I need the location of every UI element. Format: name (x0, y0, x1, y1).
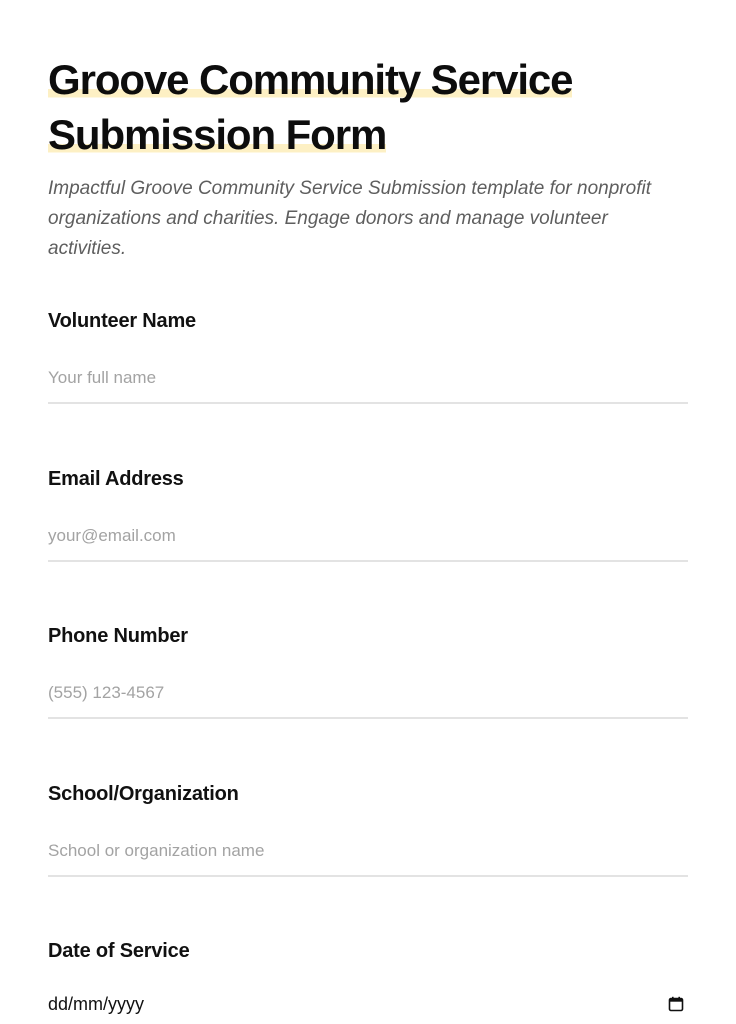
organization-input[interactable] (48, 827, 688, 877)
organization-field (48, 781, 688, 807)
date-placeholder: dd/mm/yyyy (48, 993, 145, 1014)
page-title (48, 52, 668, 162)
phone-field (48, 623, 688, 649)
phone-input[interactable] (48, 669, 688, 719)
date-of-service-input[interactable] (48, 984, 688, 1024)
phone-label: Phone Number (48, 625, 188, 647)
organization-label: School/Organization (48, 783, 239, 805)
volunteer-name-field (48, 308, 688, 334)
title-line-2: Submission Form (48, 111, 387, 158)
date-of-service-label: Date of Service (48, 940, 190, 962)
form-description: Impactful Groove Community Service Submission template for nonprofit organizations and charities. Engage donors and manage volunteer activities. (48, 178, 651, 259)
form-header (48, 0, 688, 264)
email-label: Email Address (48, 468, 184, 490)
calendar-icon[interactable] (668, 996, 684, 1012)
email-field (48, 466, 688, 492)
volunteer-name-label: Volunteer Name (48, 310, 196, 332)
volunteer-name-input[interactable] (48, 354, 688, 404)
date-of-service-field (48, 938, 688, 1014)
email-input[interactable] (48, 512, 688, 562)
title-line-1: Groove Community Service (48, 56, 573, 103)
